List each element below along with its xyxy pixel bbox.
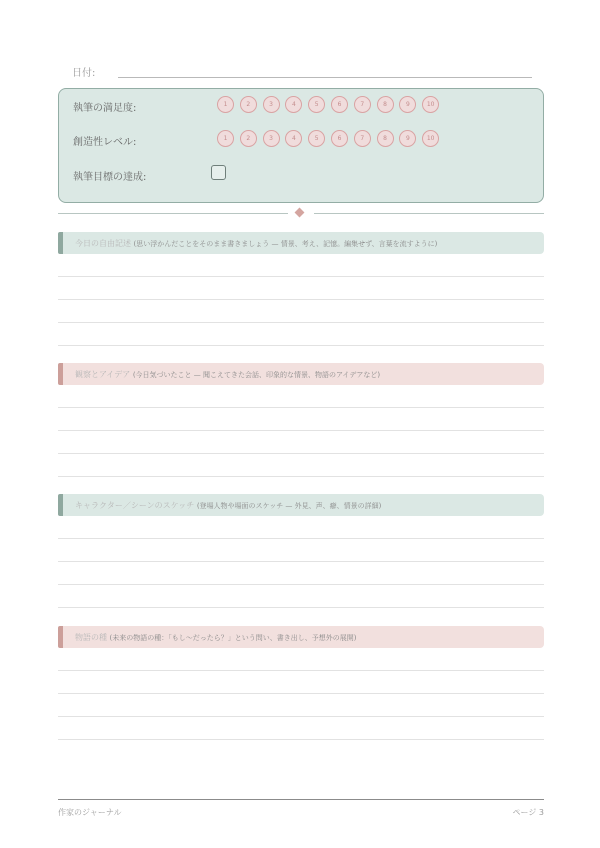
- rating-circle[interactable]: 8: [377, 130, 394, 147]
- rating-circle[interactable]: 3: [263, 130, 280, 147]
- footer-journal-title: 作家のジャーナル: [58, 808, 122, 817]
- accent-bar: [58, 232, 63, 254]
- section-title-sub: (登場人物や場面のスケッチ — 外見、声、癖、情景の詳細): [196, 502, 382, 510]
- date-row: [72, 62, 532, 80]
- section-title: [75, 369, 380, 380]
- goal-row: [73, 165, 533, 185]
- footer-page-number: ページ 3: [512, 808, 544, 817]
- section-title: [75, 500, 381, 511]
- rating-circle[interactable]: 8: [377, 96, 394, 113]
- goal-checkbox[interactable]: [211, 165, 226, 180]
- rating-circle[interactable]: 2: [240, 96, 257, 113]
- section-header: [58, 494, 544, 516]
- writing-lines[interactable]: [58, 516, 544, 608]
- section-free-writing: [58, 232, 544, 346]
- divider-line-right: [314, 213, 544, 214]
- section-header: [58, 626, 544, 648]
- goal-label: 執筆目標の達成:: [73, 172, 147, 183]
- section-character-sketch: [58, 494, 544, 608]
- accent-bar: [58, 626, 63, 648]
- writing-lines[interactable]: [58, 385, 544, 477]
- rating-circle[interactable]: 9: [399, 96, 416, 113]
- rating-circle[interactable]: 3: [263, 96, 280, 113]
- ornamental-divider: [58, 209, 544, 219]
- rating-circle[interactable]: 10: [422, 130, 439, 147]
- diamond-icon: [295, 208, 305, 218]
- writing-lines[interactable]: [58, 648, 544, 740]
- rating-box: [58, 88, 544, 203]
- creativity-label: 創造性レベル:: [73, 137, 137, 148]
- section-title-sub: (思い浮かんだことをそのまま書きましょう — 情景、考え、記憶。編集せず、言葉を流すように): [133, 240, 438, 248]
- rating-circle[interactable]: 2: [240, 130, 257, 147]
- rating-circle[interactable]: 1: [217, 130, 234, 147]
- section-title-main: 観察とアイデア: [75, 370, 131, 379]
- rating-circle[interactable]: 6: [331, 130, 348, 147]
- accent-bar: [58, 363, 63, 385]
- date-input-line[interactable]: [118, 77, 532, 78]
- rating-circle[interactable]: 7: [354, 130, 371, 147]
- section-title-main: 今日の自由記述: [75, 239, 131, 248]
- section-title-sub: (未来の物語の種：「もし〜だったら？」という問い、書き出し、予想外の展開): [109, 634, 357, 642]
- rating-circle[interactable]: 7: [354, 96, 371, 113]
- section-title-sub: (今日気づいたこと — 聞こえてきた会話、印象的な情景、物語のアイデアなど): [132, 371, 381, 379]
- creativity-row: [73, 130, 533, 150]
- creativity-scale: [217, 130, 445, 147]
- rating-circle[interactable]: 9: [399, 130, 416, 147]
- date-label: 日付:: [72, 68, 96, 79]
- section-title: [75, 632, 357, 643]
- divider-line-left: [58, 213, 288, 214]
- rating-circle[interactable]: 6: [331, 96, 348, 113]
- satisfaction-scale: [217, 96, 445, 113]
- section-story-seeds: [58, 626, 544, 740]
- rating-circle[interactable]: 4: [285, 96, 302, 113]
- satisfaction-row: [73, 96, 533, 116]
- rating-circle[interactable]: 4: [285, 130, 302, 147]
- section-title-main: キャラクター／シーンのスケッチ: [75, 501, 195, 510]
- rating-circle[interactable]: 5: [308, 96, 325, 113]
- satisfaction-label: 執筆の満足度:: [73, 103, 137, 114]
- section-header: [58, 363, 544, 385]
- rating-circle[interactable]: 1: [217, 96, 234, 113]
- writing-lines[interactable]: [58, 254, 544, 346]
- section-observations: [58, 363, 544, 477]
- rating-circle[interactable]: 5: [308, 130, 325, 147]
- section-title: [75, 238, 437, 249]
- page-footer: [58, 799, 544, 817]
- accent-bar: [58, 494, 63, 516]
- section-title-main: 物語の種: [75, 633, 107, 642]
- section-header: [58, 232, 544, 254]
- rating-circle[interactable]: 10: [422, 96, 439, 113]
